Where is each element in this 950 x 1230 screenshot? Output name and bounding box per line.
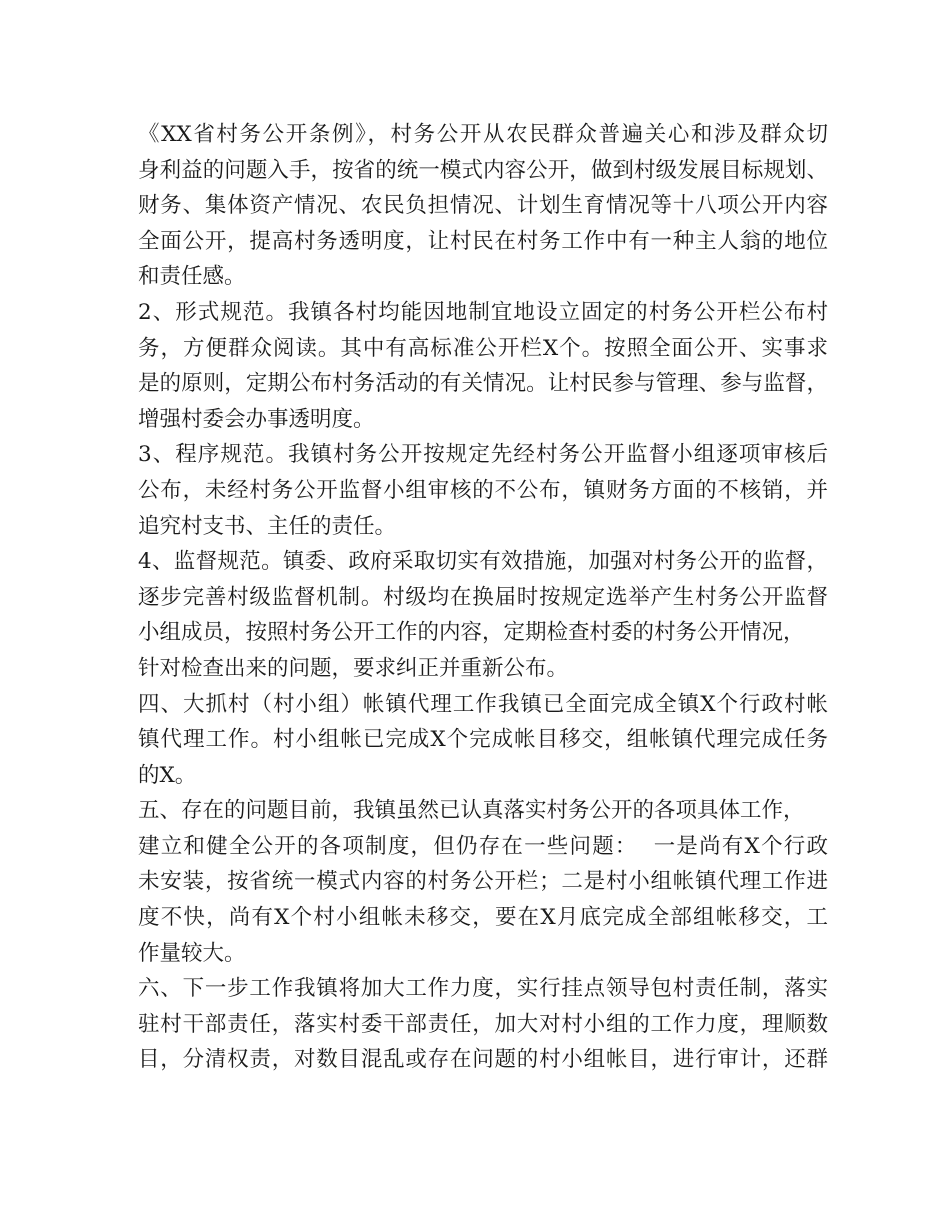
text-line: 六、下一步工作我镇将加大工作力度，实行挂点领导包村责任制，落实 xyxy=(138,976,828,1002)
text-line: 逐步完善村级监督机制。村级均在换届时按规定选举产生村务公开监督 xyxy=(138,584,828,610)
text-line: 2、形式规范。我镇各村均能因地制宜地设立固定的村务公开栏公布村 xyxy=(138,299,828,325)
text-line: 的X。 xyxy=(138,762,197,788)
text-line: 全面公开，提高村务透明度，让村民在村务工作中有一种主人翁的地位 xyxy=(138,228,828,254)
text-line: 作量较大。 xyxy=(138,940,246,966)
text-line: 小组成员，按照村务公开工作的内容，定期检查村委的村务公开情况， xyxy=(138,620,805,646)
text-line: 镇代理工作。村小组帐已完成X个完成帐目移交，组帐镇代理完成任务 xyxy=(138,727,828,753)
text-line: 身利益的问题入手，按省的统一模式内容公开，做到村级发展目标规划、 xyxy=(138,157,828,183)
text-line: 和责任感。 xyxy=(138,264,246,290)
text-line: 针对检查出来的问题，要求纠正并重新公布。 xyxy=(138,655,569,681)
text-line: 未安装，按省统一模式内容的村务公开栏；二是村小组帐镇代理工作进 xyxy=(138,869,828,895)
text-line: 目，分清权责，对数目混乱或存在问题的村小组帐目，进行审计，还群 xyxy=(138,1047,828,1073)
text-line: 增强村委会办事透明度。 xyxy=(138,406,375,432)
text-line: 驻村干部责任，落实村委干部责任，加大对村小组的工作力度，理顺数 xyxy=(138,1011,828,1037)
text-line: 五、存在的问题目前，我镇虽然已认真落实村务公开的各项具体工作， xyxy=(138,798,805,824)
text-line: 公布，未经村务公开监督小组审核的不公布，镇财务方面的不核销，并 xyxy=(138,477,828,503)
text-line: 度不快，尚有X个村小组帐未移交，要在X月底完成全部组帐移交，工 xyxy=(138,905,828,931)
text-line: 财务、集体资产情况、农民负担情况、计划生育情况等十八项公开内容 xyxy=(138,193,828,219)
text-line: 《XX省村务公开条例》，村务公开从农民群众普遍关心和涉及群众切 xyxy=(138,122,828,147)
text-line: 务，方便群众阅读。其中有高标准公开栏X个。按照全面公开、实事求 xyxy=(138,335,828,361)
text-line: 是的原则，定期公布村务活动的有关情况。让村民参与管理、参与监督， xyxy=(138,371,828,397)
text-line: 追究村支书、主任的责任。 xyxy=(138,513,397,539)
text-line: 四、大抓村（村小组）帐镇代理工作我镇已全面完成全镇X个行政村帐 xyxy=(138,691,828,717)
text-line: 建立和健全公开的各项制度，但仍存在一些问题： 一是尚有X个行政 xyxy=(138,833,828,859)
document-body xyxy=(138,117,828,1078)
text-line: 4、监督规范。镇委、政府采取切实有效措施，加强对村务公开的监督， xyxy=(138,549,828,575)
text-line: 3、程序规范。我镇村务公开按规定先经村务公开监督小组逐项审核后 xyxy=(138,442,828,468)
